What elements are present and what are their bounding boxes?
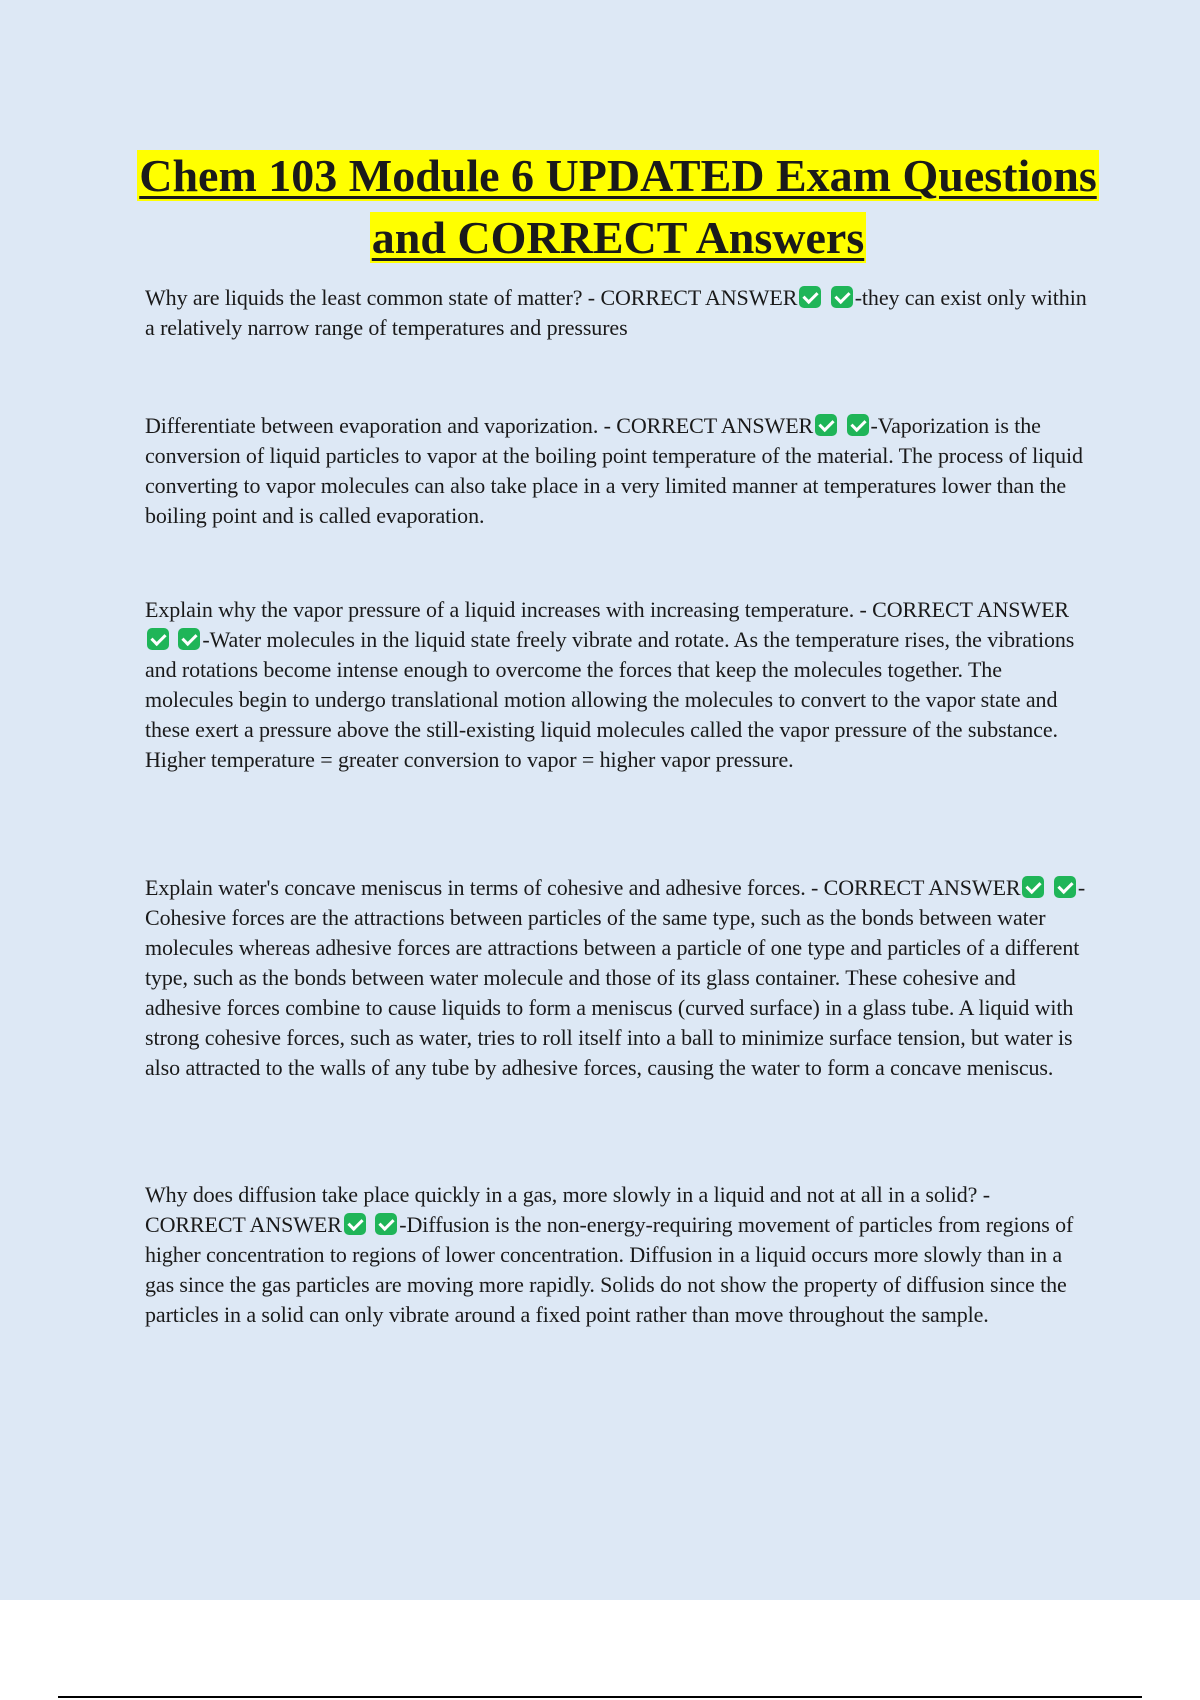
answer-marker: CORRECT ANSWER [823,875,1021,900]
qa-item-5: Why does diffusion take place quickly in a gas, more slowly in a liquid and not at all in a solid? - CORRECT ANSWER -Diffusion is the non-energy-requiring movement of particles from regions of higher concentration to regions of lower concentration. Diffusion in a liquid occurs more slowly than in a gas since the gas particles are moving more rapidly. Solids do not show the property of diffusion since the particles in a solid can only vibrate around a fixed point rather than move throughout the sample. [145,1182,1074,1327]
check-mark-icon [847,414,869,436]
question-text: Explain water's concave meniscus in terms of cohesive and adhesive forces. [145,875,806,900]
check-mark-icon [815,414,837,436]
qa-item-3: Explain why the vapor pressure of a liquid increases with increasing temperature. - CORRECT ANSWER -Water molecules in the liquid state freely vibrate and rotate. As the temperature rises, the vibrations and rotations become intense enough to overcome the forces that keep the molecules together. The molecules begin to undergo translational motion allowing the molecules to convert to the vapor state and these exert a pressure above the still-existing liquid molecules called the vapor pressure of the substance. Higher temperature = greater conversion to vapor = higher vapor pressure. [145,597,1075,772]
question-text: Why does diffusion take place quickly in a gas, more slowly in a liquid and not at all in a solid? [145,1182,978,1207]
answer-marker: CORRECT ANSWER [616,413,814,438]
answer-marker: CORRECT ANSWER [600,285,798,310]
qa-item-2: Differentiate between evaporation and vaporization. - CORRECT ANSWER -Vaporization is the conversion of liquid particles to vapor at the boiling point temperature of the material. The process of liquid converting to vapor molecules can also take place in a very limited manner at temperatures lower than the boiling point and is called evaporation. [145,413,1083,528]
question-text: Differentiate between evaporation and vaporization. [145,413,599,438]
question-text: Why are liquids the least common state of matter? [145,285,583,310]
answer-text: Water molecules in the liquid state freely vibrate and rotate. As the temperature rises, the vibrations and rotations become intense enough to overcome the forces that keep the molecules together. The molecules begin to undergo translational motion allowing the molecules to convert to the vapor state and these exert a pressure above the still-existing liquid molecules called the vapor pressure of the substance. Higher temperature = greater conversion to vapor = higher vapor pressure. [145,627,1075,772]
answer-text: Diffusion is the non-energy-requiring movement of particles from regions of higher concentration to regions of lower concentration. Diffusion in a liquid occurs more slowly than in a gas since the gas particles are moving more rapidly. Solids do not show the property of diffusion since the particles in a solid can only vibrate around a fixed point rather than move throughout the sample. [145,1212,1074,1327]
answer-text: they can exist only within a relatively narrow range of temperatures and pressures [145,285,1087,340]
qa-item-4: Explain water's concave meniscus in terms of cohesive and adhesive forces. - CORRECT ANSWER -Cohesive forces are the attractions between particles of the same type, such as the bonds between water molecules whereas adhesive forces are attractions between a particle of one type and particles of a different type, such as the bonds between water molecule and those of its glass container. These cohesive and adhesive forces combine to cause liquids to form a meniscus (curved surface) in a glass tube. A liquid with strong cohesive forces, such as water, tries to roll itself into a ball to minimize surface tension, but water is also attracted to the walls of any tube by adhesive forces, causing the water to form a concave meniscus. [145,875,1086,1080]
answer-marker: CORRECT ANSWER [145,1212,342,1237]
answer-text: Vaporization is the conversion of liquid particles to vapor at the boiling point temperature of the material. The process of liquid converting to vapor molecules can also take place in a very limited manner at temperatures lower than the boiling point and is called evaporation. [145,413,1083,528]
footer-rule [58,1696,1142,1698]
check-mark-icon [799,286,821,308]
document-title [120,145,1116,269]
check-mark-icon [1054,876,1076,898]
check-mark-icon [178,628,200,650]
answer-text: Cohesive forces are the attractions between particles of the same type, such as the bonds between water molecules whereas adhesive forces are attractions between a particle of one type and particles of a different type, such as the bonds between water molecule and those of its glass container. These cohesive and adhesive forces combine to cause liquids to form a meniscus (curved surface) in a glass tube. A liquid with strong cohesive forces, such as water, tries to roll itself into a ball to minimize surface tension, but water is also attracted to the walls of any tube by adhesive forces, causing the water to form a concave meniscus. [145,905,1080,1080]
question-text: Explain why the vapor pressure of a liquid increases with increasing temperature. [145,597,855,622]
qa-item-1: Why are liquids the least common state of matter? - CORRECT ANSWER -they can exist only within a relatively narrow range of temperatures and pressures [145,285,1087,340]
answer-marker: CORRECT ANSWER [872,597,1069,622]
check-mark-icon [1022,876,1044,898]
check-mark-icon [147,628,169,650]
document-title-text: Chem 103 Module 6 UPDATED Exam Questions and CORRECT Answers [139,150,1097,263]
check-mark-icon [831,286,853,308]
check-mark-icon [344,1213,366,1235]
check-mark-icon [375,1213,397,1235]
